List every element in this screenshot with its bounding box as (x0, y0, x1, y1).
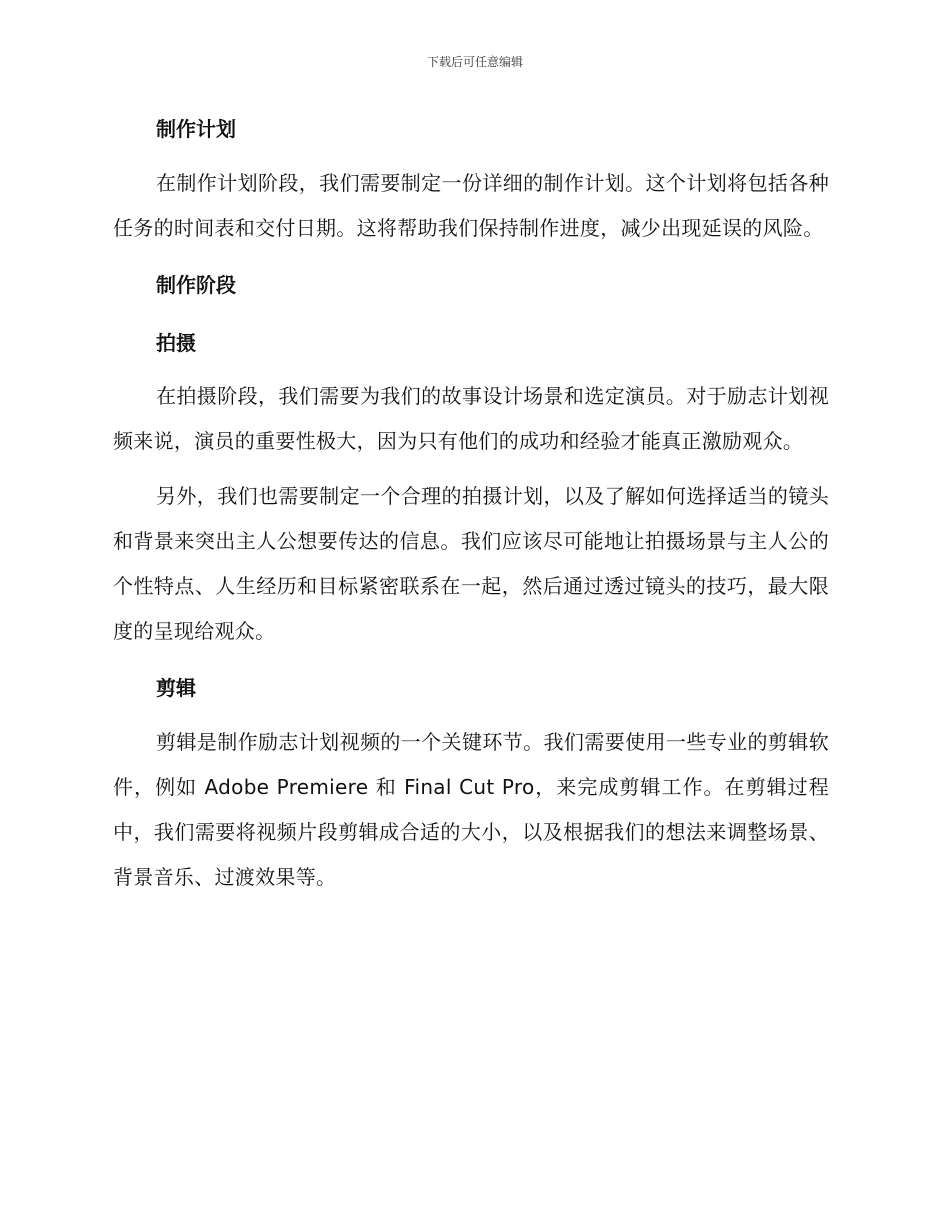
paragraph-plan: 在制作计划阶段，我们需要制定一份详细的制作计划。这个计划将包括各种任务的时间表和交付日期。这将帮助我们保持制作进度，减少出现延误的风险。 (113, 171, 829, 240)
paragraph-shoot-2: 另外，我们也需要制定一个合理的拍摄计划，以及了解如何选择适当的镜头和背景来突出主人公想要传达的信息。我们应该尽可能地让拍摄场景与主人公的个性特点、人生经历和目标紧密联系在一起，然后通过透过镜头的技巧，最大限度的呈现给观众。 (113, 484, 829, 643)
section-heading-edit: 剪辑 (156, 676, 196, 700)
section-heading-plan: 制作计划 (156, 117, 236, 141)
paragraph-edit: 剪辑是制作励志计划视频的一个关键环节。我们需要使用一些专业的剪辑软件，例如 Adobe Premiere 和 Final Cut Pro，来完成剪辑工作。在剪辑过程中，我们需要将视频片段剪辑成合适的大小，以及根据我们的想法来调整场景、背景音乐、过渡效果等。 (113, 730, 829, 889)
paragraph-shoot-1: 在拍摄阶段，我们需要为我们的故事设计场景和选定演员。对于励志计划视频来说，演员的重要性极大，因为只有他们的成功和经验才能真正激励观众。 (113, 384, 829, 453)
page-header-note: 下载后可任意编辑 (426, 55, 523, 69)
document-body (113, 112, 829, 900)
section-heading-stage: 制作阶段 (156, 273, 236, 297)
section-heading-shoot: 拍摄 (156, 331, 196, 355)
